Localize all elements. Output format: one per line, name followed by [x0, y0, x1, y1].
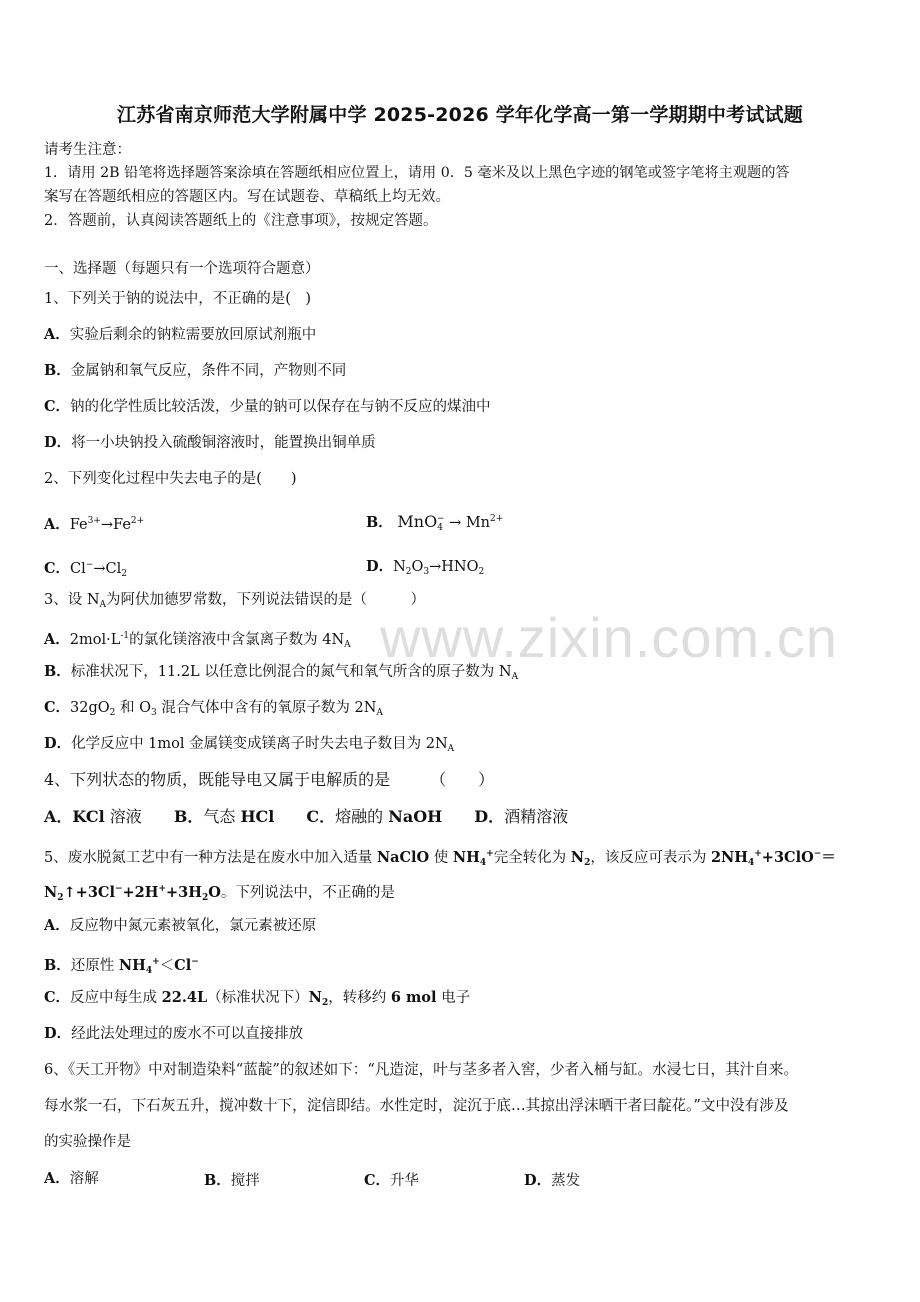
option-letter: B．	[44, 957, 71, 974]
question-2-stem: 2、下列变化过程中失去电子的是( )	[44, 471, 297, 487]
section-heading: 一、选择题（每题只有一个选项符合题意）	[44, 261, 320, 277]
option-text: 反应物中氮元素被氧化，氯元素被还原	[69, 918, 317, 934]
option-text: 升华	[390, 1173, 420, 1189]
notice-item-2: 2．答题前，认真阅读答题纸上的《注意事项》，按规定答题。	[44, 213, 438, 229]
notice-item-1b: 案写在答题纸相应的答题区内。写在试题卷、草稿纸上均无效。	[44, 189, 450, 205]
question-1-option-a	[44, 325, 316, 345]
option-text: 金属钠和氧气反应，条件不同，产物则不同	[70, 363, 347, 379]
option-letter: C．	[44, 699, 71, 716]
option-text: 溶解	[69, 1171, 99, 1187]
exam-title: 江苏省南京师范大学附属中学 2025-2026 学年化学高一第一学期期中考试试题	[117, 104, 803, 126]
question-5-option-d	[44, 1024, 303, 1044]
question-6-stem-line3: 的实验操作是	[44, 1134, 131, 1150]
option-text: 经此法处理过的废水不可以直接排放	[71, 1026, 304, 1042]
question-1-stem: 1、下列关于钠的说法中，不正确的是( )	[44, 291, 312, 307]
notice-item-1a: 1．请用 2B 铅笔将选择题答案涂填在答题纸相应位置上，请用 0．5 毫米及以上黑色字迹的钢笔或签字笔将主观题的答	[44, 165, 790, 181]
option-letter: A．	[44, 516, 70, 533]
notice-heading: 请考生注意：	[44, 142, 131, 158]
question-5-stem-line1: 5、废水脱氮工艺中有一种方法是在废水中加入适量 NaClO 使 $NH_4^+$完全转化为 $N_2$，该反应可表示为 $2NH_4^++3ClO^-=$	[44, 849, 836, 868]
question-6-option-b	[204, 1169, 260, 1190]
watermark: www.zixin.com.cn	[380, 606, 838, 669]
option-text: 搅拌	[230, 1173, 260, 1189]
option-letter: A．	[44, 917, 70, 934]
option-letter: C．	[44, 989, 71, 1006]
option-letter: B．	[204, 1172, 231, 1189]
question-3-option-d: D．化学反应中 1mol 金属镁变成镁离子时失去电子数目为 $2N_A$	[44, 735, 455, 754]
question-3-stem: 3、设 $N_A$为阿伏加德罗常数，下列说法错误的是（ ）	[44, 592, 426, 610]
question-2-option-a: A．$Fe^{3+}\to Fe^{2+}$	[44, 516, 145, 533]
question-6-stem-line1: 6、《天工开物》中对制造染料“蓝靛”的叙述如下：“凡造淀，叶与茎多者入窖，少者入桶与缸。水浸七日，其汁自来。	[44, 1061, 799, 1078]
option-text: 蒸发	[551, 1173, 581, 1189]
option-letter: B．	[44, 362, 71, 379]
option-text: 钠的化学性质比较活泼，少量的钠可以保存在与钠不反应的煤油中	[70, 399, 491, 415]
question-1-option-d	[44, 433, 376, 453]
question-2-option-b: B． $MnO_4^- \to Mn^{2+}$	[366, 512, 504, 533]
question-2-option-c: C．$Cl^-\to Cl_2$	[44, 560, 127, 579]
option-letter: C．	[44, 398, 71, 415]
question-5-stem-line2: $N_2↑+3Cl^-+2H^++3H_2O$。下列说法中，不正确的是	[44, 884, 395, 903]
option-letter: C．	[44, 560, 71, 577]
option-letter: C．	[364, 1172, 391, 1189]
question-3-option-b: B．标准状况下，11.2L 以任意比例混合的氮气和氧气所含的原子数为 $N_A$	[44, 663, 519, 682]
option-letter: D．	[366, 558, 394, 575]
question-3-option-c: C．$32gO_2$ 和 $O_3$ 混合气体中含有的氧原子数为 $2N_A$	[44, 699, 383, 718]
option-letter: D．	[44, 735, 72, 752]
question-6-option-a	[44, 1169, 99, 1189]
question-6-stem-line2: 每水浆一石，下石灰五升，搅冲数十下，淀信即结。水性定时，淀沉于底…其掠出浮沫晒干者曰靛花。”文中没有涉及	[44, 1097, 789, 1114]
question-4-options: A．KCl 溶液 B．气态 HCl C．熔融的 NaOH D．酒精溶液	[44, 807, 569, 826]
option-letter: A．	[44, 631, 70, 648]
question-1-option-c	[44, 397, 491, 417]
option-letter: D．	[44, 1025, 72, 1042]
option-text: 实验后剩余的钠粒需要放回原试剂瓶中	[69, 327, 317, 343]
option-letter: D．	[44, 434, 72, 451]
question-3-option-a: A．$2mol\cdot L^{-1}$的氯化镁溶液中含氯离子数为 $4N_A$	[44, 631, 351, 650]
question-1-option-b	[44, 361, 346, 381]
question-2-option-d: D．$N_2O_3\to HNO_2$	[366, 558, 485, 577]
option-letter: B．	[44, 663, 71, 680]
option-letter: D．	[524, 1172, 552, 1189]
option-letter: A．	[44, 326, 70, 343]
question-5-option-c: C．反应中每生成 22.4L（标准状况下）$N_2$，转移约 6 mol 电子	[44, 989, 471, 1008]
option-letter: A．	[44, 1170, 70, 1187]
option-text: 将一小块钠投入硫酸铜溶液时，能置换出铜单质	[71, 435, 376, 451]
question-6-option-d	[524, 1169, 580, 1190]
question-6-option-c	[364, 1169, 419, 1190]
question-5-option-a	[44, 916, 316, 936]
question-4-stem: 4、下列状态的物质，既能导电又属于电解质的是 （ ）	[44, 770, 495, 789]
option-letter: B．	[366, 514, 393, 531]
question-5-option-b: B．还原性 $NH_4^+<Cl^-$	[44, 957, 199, 976]
